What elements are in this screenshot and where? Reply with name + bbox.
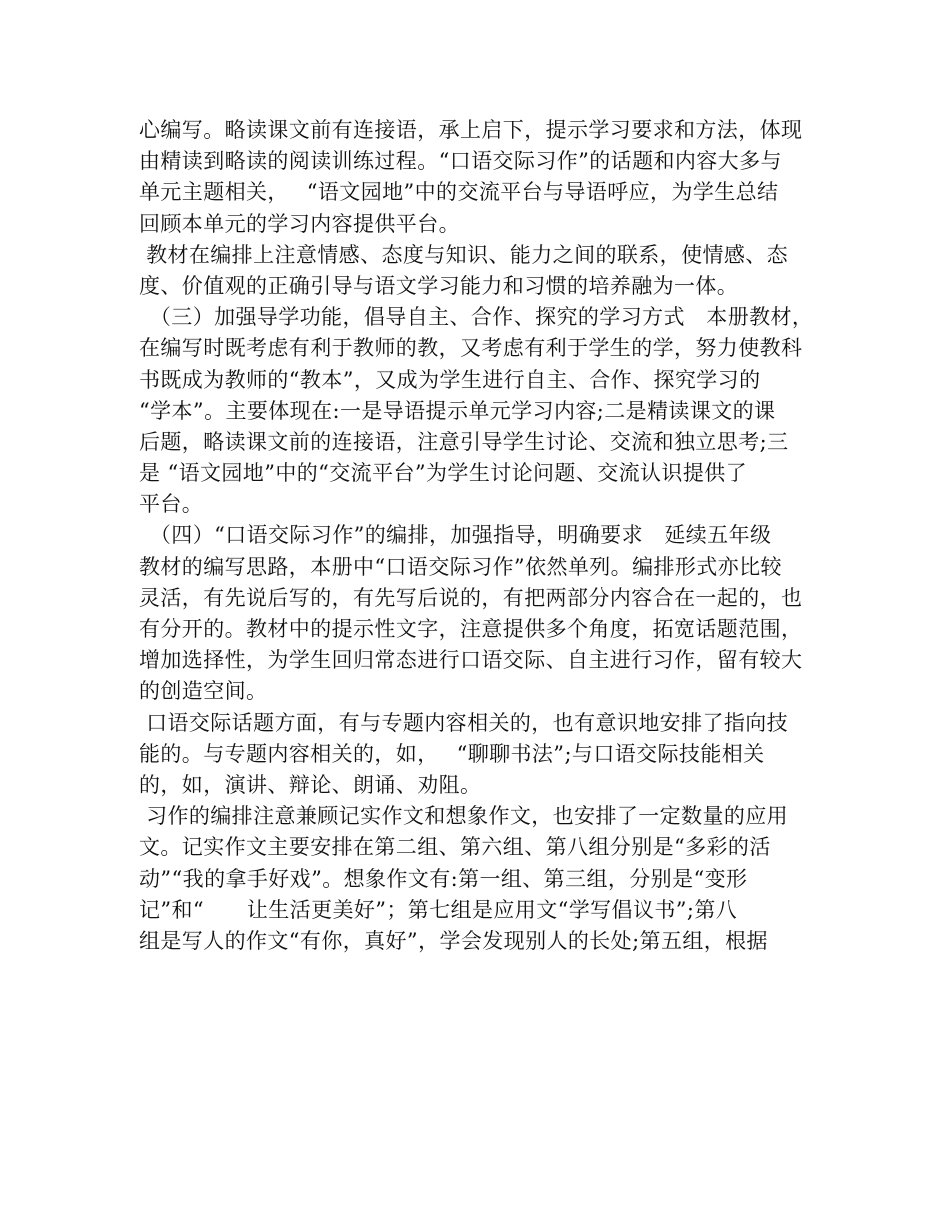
text-line: 度、价值观的正确引导与语文学习能力和习惯的培养融为一体。 [139,273,739,298]
text-line: （三）加强导学功能，倡导自主、合作、探究的学习方式 本册教材， [139,305,814,330]
text-line: 能的。与专题内容相关的，如， “聊聊书法”;与口语交际技能相关 [139,741,765,766]
text-line: 的，如，演讲、辩论、朗诵、劝阻。 [139,772,482,797]
text-line: 教材在编排上注意情感、态度与知识、能力之间的联系，使情感、态 [139,242,789,267]
text-line: 文。记实作文主要安排在第二组、第六组、第八组分别是“多彩的活 [139,835,771,860]
text-line: “学本”。主要体现在:一是导语提示单元学习内容;二是精读课文的课 [139,398,776,423]
text-line: 记”和“ 让生活更美好”；第七组是应用文“学写倡议书”;第八 [139,897,738,922]
text-line: 由精读到略读的阅读训练过程。“口语交际习作”的话题和内容大多与 [139,149,782,174]
text-line: 教材的编写思路，本册中“口语交际习作”依然单列。编排形式亦比较 [139,554,782,579]
text-line: 是 “语文园地”中的“交流平台”为学生讨论问题、交流认识提供了 [139,461,748,486]
body-text [139,115,819,957]
text-line: 后题，略读课文前的连接语，注意引导学生讨论、交流和独立思考;三 [139,429,789,454]
text-line: 书既成为教师的“教本”，又成为学生进行自主、合作、探究学习的 [139,367,761,392]
text-line: 习作的编排注意兼顾记实作文和想象作文，也安排了一定数量的应用 [139,804,789,829]
text-line: 心编写。略读课文前有连接语，承上启下，提示学习要求和方法，体现 [139,118,803,142]
text-line: （四）“口语交际习作”的编排，加强指导，明确要求 延续五年级 [139,523,772,548]
text-line: 在编写时既考虑有利于教师的教，又考虑有利于学生的学，努力使教科 [139,336,803,361]
text-line: 口语交际话题方面，有与专题内容相关的，也有意识地安排了指向技 [139,710,789,735]
text-line: 增加选择性，为学生回归常态进行口语交际、自主进行习作，留有较大 [139,648,803,673]
text-line: 平台。 [139,492,204,517]
text-line: 回顾本单元的学习内容提供平台。 [139,211,460,236]
text-line: 组是写人的作文“有你，真好”，学会发现别人的长处;第五组，根据 [139,928,768,953]
text-line: 有分开的。教材中的提示性文字，注意提供多个角度，拓宽话题范围， [139,617,803,641]
text-line: 的创造空间。 [139,679,268,704]
text-line: 单元主题相关， “语文园地”中的交流平台与导语呼应，为学生总结 [139,180,779,205]
text-line: 灵活，有先说后写的，有先写后说的，有把两部分内容合在一起的，也 [139,585,803,610]
text-line: 动”“我的拿手好戏”。想象作文有:第一组、第三组，分别是“变形 [139,866,748,891]
